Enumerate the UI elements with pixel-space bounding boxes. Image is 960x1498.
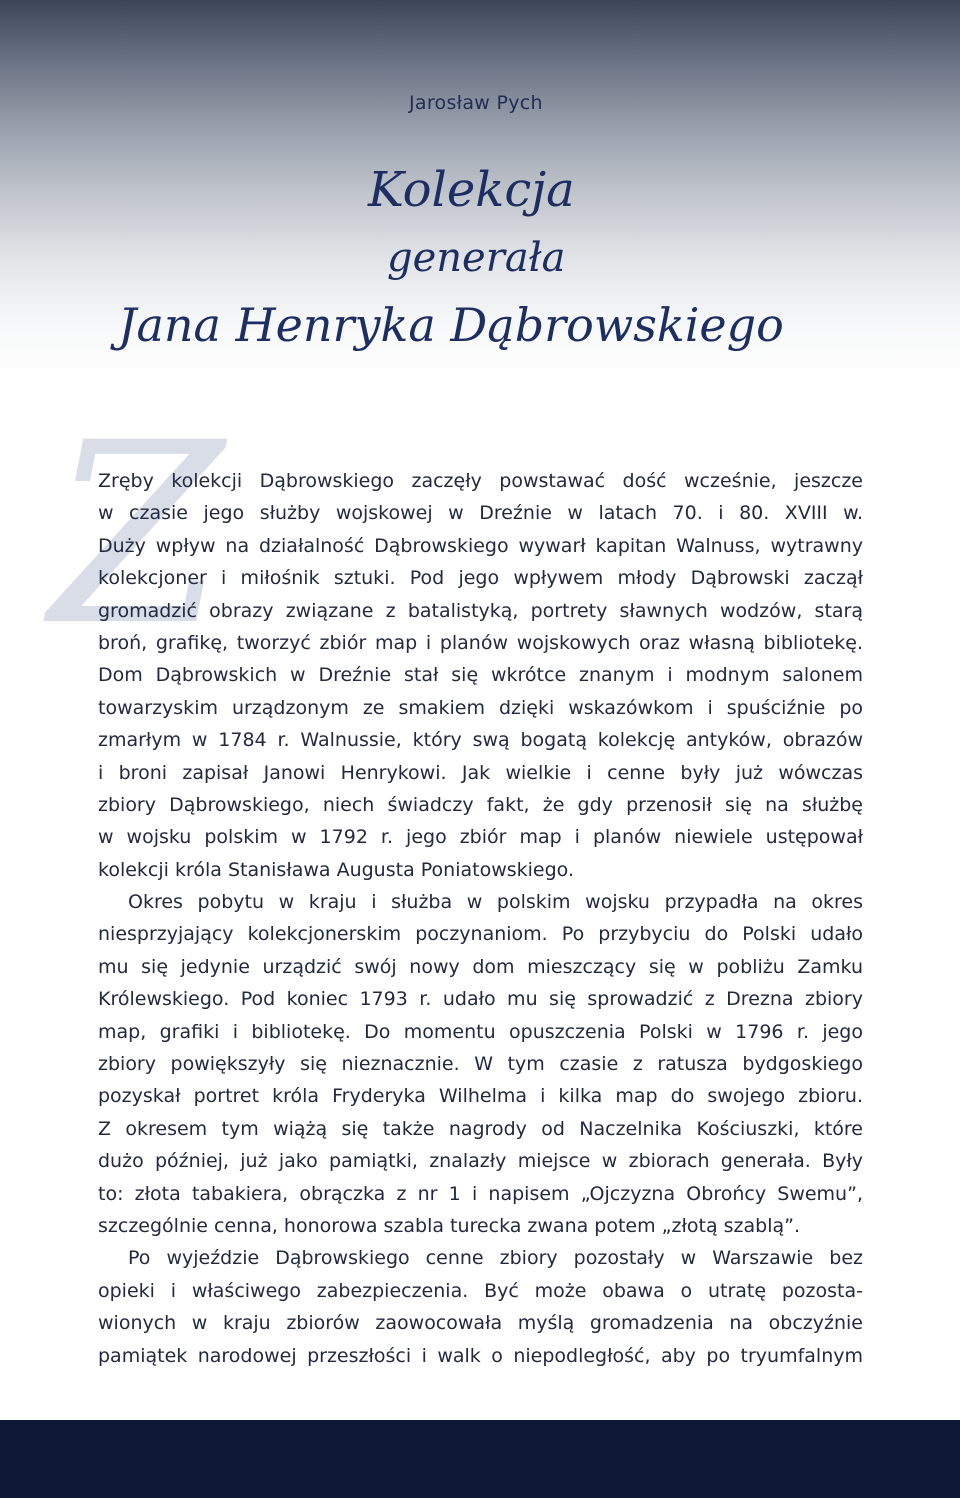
title-line-1: Kolekcja [368,162,575,218]
text-line: pamiątek narodowej przeszłości i walk o niepodległość, aby po tryumfalnym [98,1344,863,1367]
footer-band [0,1420,960,1498]
text-line: mu się jedynie urządzić swój nowy dom mieszczący się w pobliżu Zamku [98,955,863,978]
text-line: broń, grafikę, tworzyć zbiór map i planów wojskowych oraz własną bibliotekę. [98,631,863,654]
text-line: dużo później, już jako pamiątki, znalazły miejsce w zbiorach generała. Były [98,1150,863,1173]
text-line: Okres pobytu w kraju i służba w polskim wojsku przypadła na okres [128,891,863,914]
text-line: Zręby kolekcji Dąbrowskiego zaczęły powstawać dość wcześnie, jeszcze [98,470,863,492]
text-line: zbiory Dąbrowskiego, niech świadczy fakt, że gdy przenosił się na służbę [98,793,863,816]
text-line: map, grafiki i bibliotekę. Do momentu opuszczenia Polski w 1796 r. jego [98,1020,863,1043]
text-line: to: złota tabakiera, obrączka z nr 1 i napisem „Ojczyzna Obrońcy Swemu”, [98,1182,863,1205]
text-line: Królewskiego. Pod koniec 1793 r. udało mu się sprowadzić z Drezna zbiory [98,988,863,1011]
text-line: gromadzić obrazy związane z batalistyką, portrety sławnych wodzów, starą [98,599,863,622]
text-line: kolekcjoner i miłośnik sztuki. Pod jego wpływem młody Dąbrowski zaczął [98,567,863,590]
text-line: szczególnie cenna, honorowa szabla turecka zwana potem „złotą szablą”. [98,1214,801,1237]
text-line: opieki i właściwego zabezpieczenia. Być może obawa o utratę pozosta- [98,1279,863,1302]
drop-cap-letter: Z [50,389,224,680]
text-line: wionych w kraju zbiorów zaowocowała myślą gromadzenia na obczyźnie [98,1312,863,1335]
paragraph-1 [98,465,863,886]
author-name: Jarosław Pych [409,92,543,114]
text-line: niesprzyjający kolekcjonerskim poczynaniom. Po przybyciu do Polski udało [98,923,863,946]
text-line: kolekcji króla Stanisława Augusta Poniatowskiego. [98,858,575,881]
text-line: Po wyjeździe Dąbrowskiego cenne zbiory pozostały w Warszawie bez [128,1247,863,1270]
paragraph-3 [98,1242,863,1372]
text-line: zmarłym w 1784 r. Walnussie, który swą bogatą kolekcję antyków, obrazów [98,729,863,752]
text-line: zbiory powiększyły się nieznacznie. W tym czasie z ratusza bydgoskiego [98,1053,863,1076]
text-line: w wojsku polskim w 1792 r. jego zbiór map i planów niewiele ustępował [98,826,863,849]
text-line: pozyskał portret króla Fryderyka Wilhelma i kilka map do swojego zbioru. [98,1085,863,1108]
paragraph-2 [98,886,863,1242]
article-body [98,465,863,1372]
title-line-2: generała [387,235,566,281]
title-line-3: Jana Henryka Dąbrowskiego [118,298,784,352]
text-line: towarzyskim urządzonym ze smakiem dzięki wskazówkom i spuściźnie po [98,696,863,719]
text-line: i broni zapisał Janowi Henrykowi. Jak wielkie i cenne były już wówczas [98,761,863,784]
text-line: w czasie jego służby wojskowej w Dreźnie w latach 70. i 80. XVIII w. [98,502,863,525]
text-line: Duży wpływ na działalność Dąbrowskiego wywarł kapitan Walnuss, wytrawny [98,534,863,557]
text-line: Z okresem tym wiążą się także nagrody od Naczelnika Kościuszki, które [98,1117,863,1140]
text-line: Dom Dąbrowskich w Dreźnie stał się wkrótce znanym i modnym salonem [98,664,863,687]
